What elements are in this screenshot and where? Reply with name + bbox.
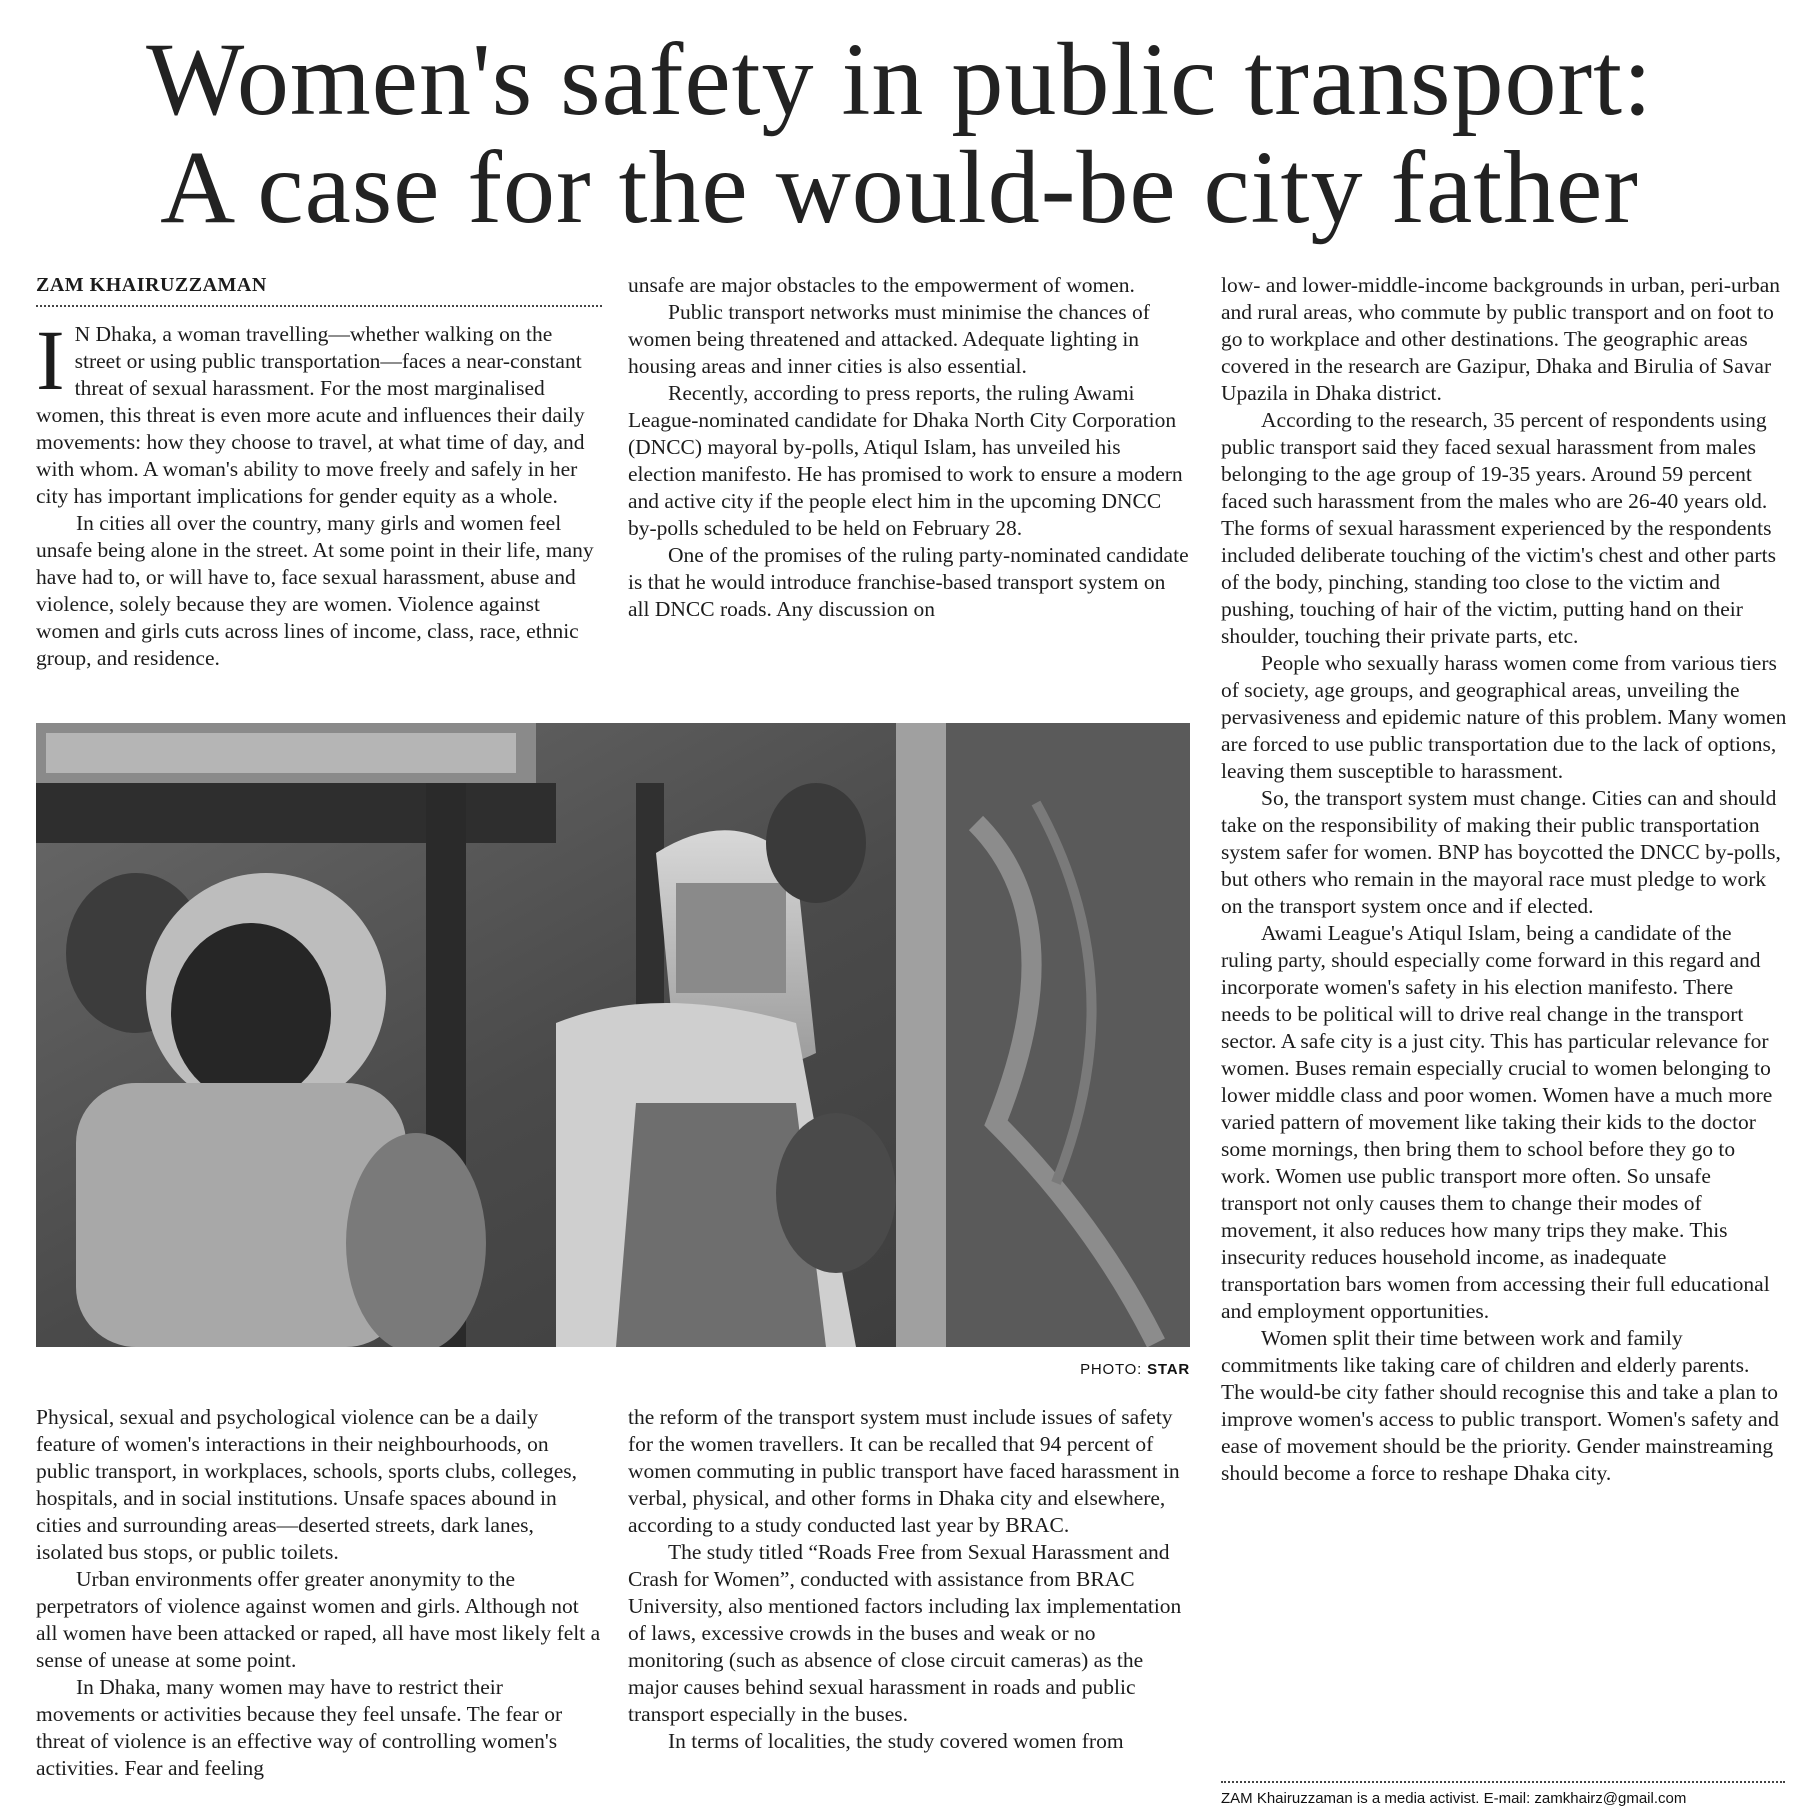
photo-credit bbox=[36, 1361, 1190, 1378]
article-paragraph: Awami League's Atiqul Islam, being a candidate of the ruling party, should especially come forward in this regard and incorporate women's safety in his election manifesto. There needs to be political will to drive real change in the transport sector. A safe city is a just city. This has particular relevance for women. Buses remain especially crucial to women belonging to lower middle class and poor women. Women have a much more varied pattern of movement like taking their kids to the doctor some mornings, then bring them to school before they go to work. Women use public transport more often. So unsafe transport not only causes them to change their modes of movement, it also reduces how many trips they make. This insecurity reduces household income, as inadequate transportation bars women from accessing their full educational and employment opportunities. bbox=[1221, 921, 1773, 1323]
article-paragraph: I N Dhaka, a woman travelling—whether walking on the street or using public transportation—faces a near-constant threat of sexual harassment. For the most marginalised women, this threat is even more acute and influences their daily movements: how they choose to travel, at what time of day, and with whom. A woman's ability to move freely and safely in her city has important implications for gender equity as a whole. bbox=[36, 312, 585, 508]
headline-line-2: A case for the would-be city father bbox=[160, 130, 1639, 245]
column-2-bottom bbox=[628, 1404, 1192, 1755]
article-paragraph: In Dhaka, many women may have to restrict their movements or activities because they feel unsafe. The fear or threat of violence is an effective way of controlling women's activities. Fear and feeling bbox=[36, 1675, 563, 1780]
article-paragraph: Urban environments offer greater anonymity to the perpetrators of violence against women and girls. Although not all women have been attacked or raped, all have most likely felt a sense of unease at some point. bbox=[36, 1567, 601, 1672]
headline bbox=[0, 22, 1799, 245]
byline: ZAM KHAIRUZZAMAN bbox=[36, 272, 602, 307]
article-paragraph: the reform of the transport system must include issues of safety for the women travellers. It can be recalled that 94 percent of women commuting in public transport have faced harassment in verbal, physical, and other forms in Dhaka city and elsewhere, according to a study conducted last year by BRAC. bbox=[628, 1405, 1180, 1537]
article-photo bbox=[36, 723, 1190, 1347]
article-paragraph: unsafe are major obstacles to the empowerment of women. bbox=[628, 273, 1135, 297]
article-paragraph: low- and lower-middle-income backgrounds in urban, peri-urban and rural areas, who commute by public transport and on foot to go to workplace and other destinations. The geographic areas covered in the research are Gazipur, Dhaka and Birulia of Savar Upazila in Dhaka district. bbox=[1221, 273, 1780, 405]
article-paragraph: People who sexually harass women come from various tiers of society, age groups, and geographical areas, unveiling the pervasiveness and epidemic nature of this problem. Many women are forced to use public transportation due to the lack of options, leaving them susceptible to harassment. bbox=[1221, 651, 1787, 783]
article-paragraph: One of the promises of the ruling party-nominated candidate is that he would introduce franchise-based transport system on all DNCC roads. Any discussion on bbox=[628, 543, 1189, 621]
article-paragraph: Physical, sexual and psychological violence can be a daily feature of women's interactions in their neighbourhoods, on public transport, in workplaces, schools, sports clubs, colleges, hospitals, and in social institutions. Unsafe spaces abound in cities and surrounding areas—deserted streets, dark lanes, isolated bus stops, or public toilets. bbox=[36, 1405, 577, 1564]
photo-credit-prefix: PHOTO: bbox=[1080, 1361, 1143, 1378]
article-paragraph: Women split their time between work and family commitments like taking care of children and elderly parents. The would-be city father should recognise this and take a plan to improve women's access to public transport. Women's safety and ease of movement should be the priority. Gender mainstreaming should become a force to reshape Dhaka city. bbox=[1221, 1326, 1779, 1485]
bus-crowd-photo bbox=[36, 723, 1190, 1347]
article-paragraph: In terms of localities, the study covered women from bbox=[668, 1729, 1124, 1753]
headline-line-1: Women's safety in public transport: bbox=[146, 22, 1653, 137]
author-note: ZAM Khairuzzaman is a media activist. E-mail: zamkhairz@gmail.com bbox=[1221, 1790, 1687, 1807]
column-3 bbox=[1221, 272, 1787, 1487]
article-paragraph: In cities all over the country, many girls and women feel unsafe being alone in the street. At some point in their life, many have had to, or will have to, face sexual harassment, abuse and violence, solely because they are women. Violence against women and girls cuts across lines of income, class, race, ethnic group, and residence. bbox=[36, 511, 594, 670]
photo-credit-source: STAR bbox=[1147, 1361, 1190, 1378]
article-paragraph: The study titled “Roads Free from Sexual Harassment and Crash for Women”, conducted with assistance from BRAC University, also mentioned factors including lax implementation of laws, excessive crowds in the buses and weak or no monitoring (such as absence of close circuit cameras) as the major causes behind sexual harassment in roads and public transport especially in the buses. bbox=[628, 1540, 1182, 1726]
column-1-top bbox=[36, 272, 602, 672]
article-paragraph: Public transport networks must minimise the chances of women being threatened and attacked. Adequate lighting in housing areas and inner cities is also essential. bbox=[628, 300, 1150, 378]
article-paragraph: So, the transport system must change. Cities can and should take on the responsibility of making their public transportation system safer for women. BNP has boycotted the DNCC by-polls, but others who remain in the mayoral race must pledge to work on the transport system once and if elected. bbox=[1221, 786, 1781, 918]
drop-cap: I bbox=[36, 312, 65, 408]
column-1-bottom bbox=[36, 1404, 602, 1782]
article-paragraph: Recently, according to press reports, the ruling Awami League-nominated candidate for Dhaka North City Corporation (DNCC) mayoral by-polls, Atiqul Islam, has unveiled his election manifesto. He has promised to work to ensure a modern and active city if the people elect him in the upcoming DNCC by-polls scheduled to be held on February 28. bbox=[628, 381, 1183, 540]
article-paragraph: According to the research, 35 percent of respondents using public transport said they faced sexual harassment from males belonging to the age group of 19-35 years. Around 59 percent faced such harassment from the males who are 26-40 years old. The forms of sexual harassment experienced by the respondents included deliberate touching of the victim's chest and other parts of the body, pinching, standing too close to the victim and pushing, touching of hair of the victim, putting hand on their shoulder, touching their private parts, etc. bbox=[1221, 408, 1776, 648]
column-2-top bbox=[628, 272, 1192, 623]
footer-divider bbox=[1221, 1781, 1785, 1783]
